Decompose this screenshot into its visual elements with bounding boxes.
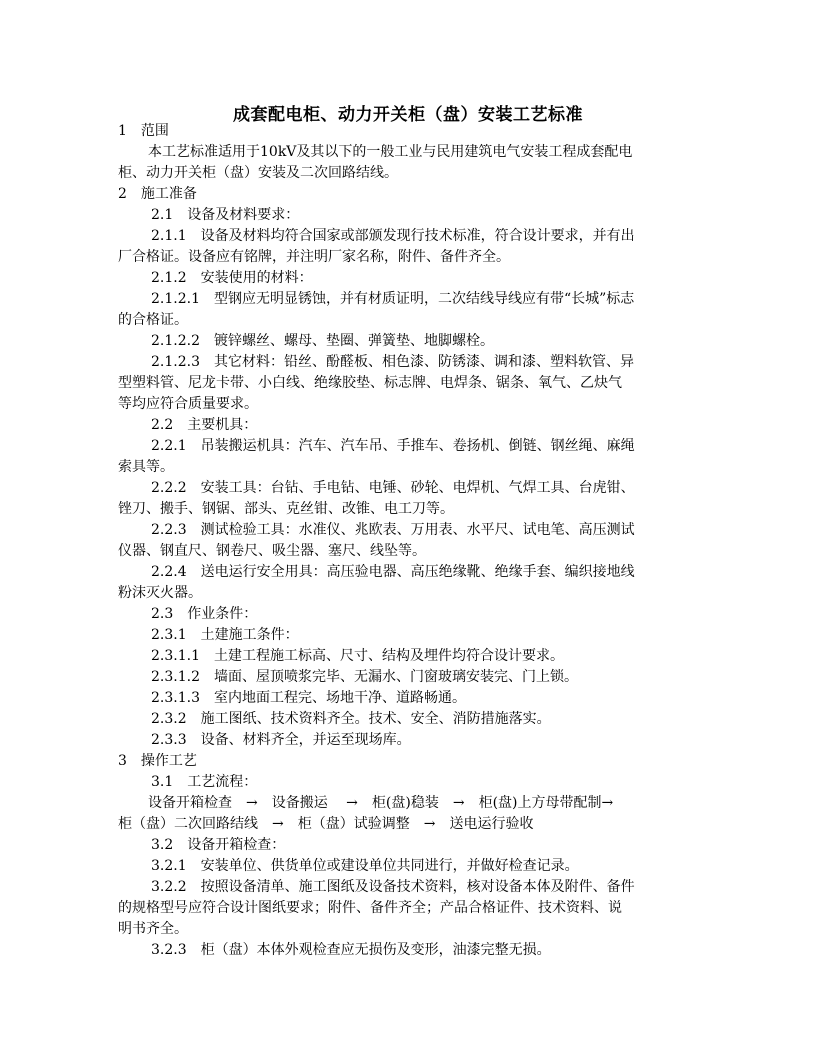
process-flow-line: 设备开箱检查 → 设备搬运 → 柜(盘)稳装 → 柜(盘)上方母带配制→ bbox=[148, 795, 614, 811]
text-line: 2.3.1.1 土建工程施工标高、尺寸、结构及埋件均符合设计要求。 bbox=[151, 648, 564, 664]
text-line: 2.3.3 设备、材料齐全，并运至现场库。 bbox=[151, 732, 411, 748]
text-line: 仪器、钢直尺、钢卷尺、吸尘器、塞尺、线坠等。 bbox=[118, 543, 426, 559]
subsection-heading: 2.1 设备及材料要求： bbox=[151, 207, 300, 223]
text-line: 索具等。 bbox=[118, 459, 174, 475]
text-line: 2.1.2 安装使用的材料： bbox=[151, 270, 313, 286]
section-heading: 2 施工准备 bbox=[118, 186, 197, 202]
text-line: 3.2.1 安装单位、供货单位或建设单位共同进行，并做好检查记录。 bbox=[151, 858, 579, 874]
text-line: 2.3.2 施工图纸、技术资料齐全。技术、安全、消防措施落实。 bbox=[151, 711, 551, 727]
document-title: 成套配电柜、动力开关柜（盘）安装工艺标准 bbox=[233, 105, 583, 125]
text-line: 本工艺标准适用于10kV及其以下的一般工业与民用建筑电气安装工程成套配电 bbox=[148, 144, 633, 160]
section-heading: 1 范围 bbox=[118, 123, 169, 139]
text-line: 2.1.2.3 其它材料：铅丝、酚醛板、相色漆、防锈漆、调和漆、塑料软管、异 bbox=[151, 354, 634, 370]
subsection-heading: 3.2 设备开箱检查： bbox=[151, 837, 286, 853]
text-line: 锉刀、搬手、钢锯、部头、克丝钳、改锥、电工刀等。 bbox=[118, 501, 454, 517]
text-line: 等均应符合质量要求。 bbox=[118, 396, 258, 412]
text-line: 2.2.3 测试检验工具：水准仪、兆欧表、万用表、水平尺、试电笔、高压测试 bbox=[151, 522, 635, 538]
text-line: 3.2.2 按照设备清单、施工图纸及设备技术资料，核对设备本体及附件、备件 bbox=[151, 879, 635, 895]
subsection-heading: 2.3 作业条件： bbox=[151, 606, 258, 622]
text-line: 2.1.2.1 型钢应无明显锈蚀，并有材质证明，二次结线导线应有带“长城”标志 bbox=[151, 291, 635, 307]
text-line: 明书齐全。 bbox=[118, 921, 188, 937]
text-line: 型塑料管、尼龙卡带、小白线、绝缘胶垫、标志牌、电焊条、锯条、氧气、乙炔气 bbox=[118, 375, 622, 391]
text-line: 的规格型号应符合设计图纸要求；附件、备件齐全；产品合格证件、技术资料、说 bbox=[118, 900, 622, 916]
text-line: 2.1.2.2 镀锌螺丝、螺母、垫圈、弹簧垫、地脚螺栓。 bbox=[151, 333, 494, 349]
text-line: 粉沫灭火器。 bbox=[118, 585, 202, 601]
subsection-heading: 2.2 主要机具： bbox=[151, 417, 258, 433]
text-line: 柜、动力开关柜（盘）安装及二次回路结线。 bbox=[118, 165, 398, 181]
text-line: 2.3.1.3 室内地面工程完、场地干净、道路畅通。 bbox=[151, 690, 466, 706]
text-line: 2.2.4 送电运行安全用具：高压验电器、高压绝缘靴、绝缘手套、编织接地线 bbox=[151, 564, 635, 580]
text-line: 2.3.1.2 墙面、屋顶喷浆完毕、无漏水、门窗玻璃安装完、门上锁。 bbox=[151, 669, 578, 685]
text-line: 2.2.2 安装工具：台钻、手电钻、电锤、砂轮、电焊机、气焊工具、台虎钳、 bbox=[151, 480, 635, 496]
text-line: 2.3.1 土建施工条件： bbox=[151, 627, 299, 643]
text-line: 2.2.1 吊装搬运机具：汽车、汽车吊、手推车、卷扬机、倒链、钢丝绳、麻绳 bbox=[151, 438, 635, 454]
text-line: 厂合格证。设备应有铭牌，并注明厂家名称，附件、备件齐全。 bbox=[118, 249, 510, 265]
process-flow-line: 柜（盘）二次回路结线 → 柜（盘）试验调整 → 送电运行验收 bbox=[118, 816, 534, 832]
section-heading: 3 操作工艺 bbox=[118, 753, 197, 769]
text-line: 3.2.3 柜（盘）本体外观检查应无损伤及变形，油漆完整无损。 bbox=[151, 942, 551, 958]
subsection-heading: 3.1 工艺流程： bbox=[151, 774, 258, 790]
text-line: 的合格证。 bbox=[118, 312, 188, 328]
text-line: 2.1.1 设备及材料均符合国家或部颁发现行技术标准，符合设计要求，并有出 bbox=[151, 228, 635, 244]
